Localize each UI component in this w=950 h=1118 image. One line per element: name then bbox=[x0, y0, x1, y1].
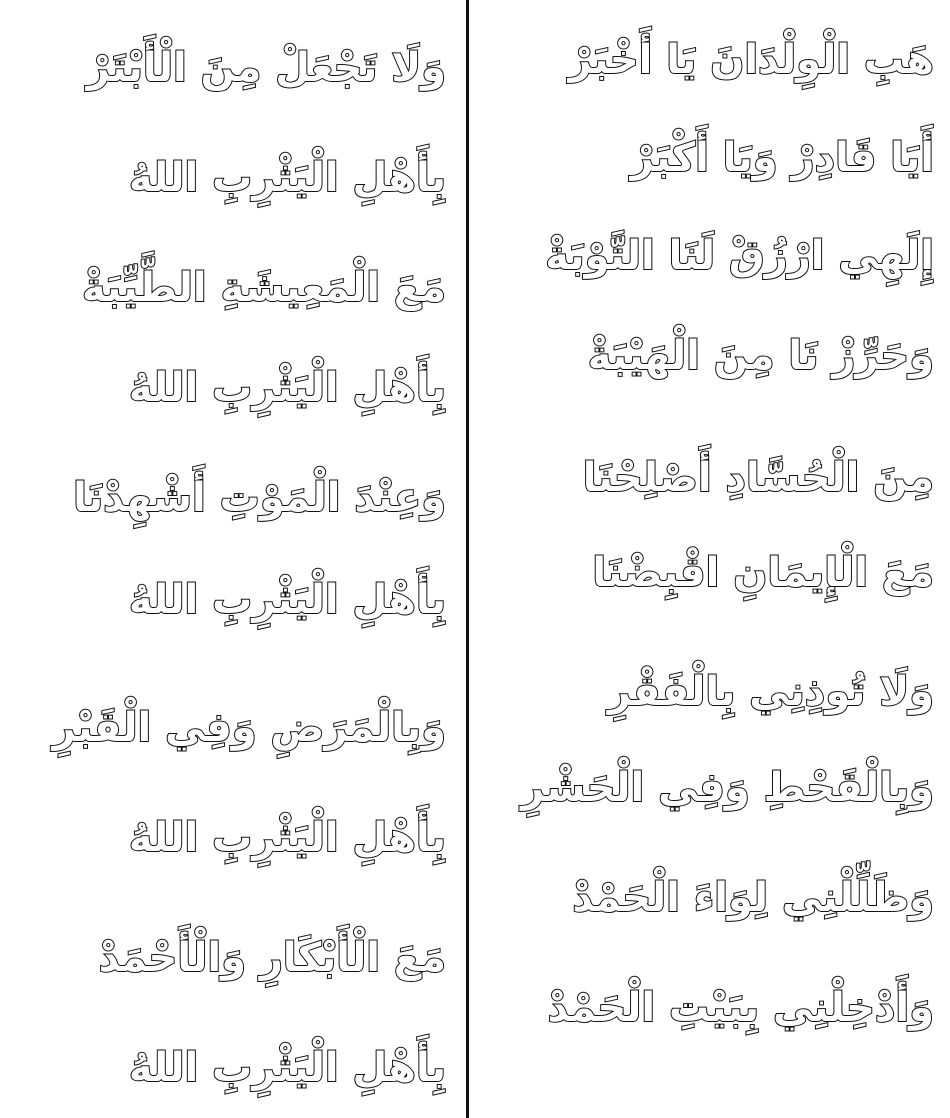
right-line-1: هَبِ الْوِلْدَانَ يَا أَخْبَرْ bbox=[568, 37, 934, 83]
right-line-2: أَيَا قَادِرْ وَيَا أَكْبَرْ bbox=[630, 135, 934, 181]
left-line-8: بِأَهْلِ الْيَثْرِبِ اللهُ bbox=[128, 815, 446, 861]
left-line-7: وَبِالْمَرَضِ وَفِي الْقَبْرِ bbox=[52, 705, 446, 751]
left-line-1: وَلَا تَجْعَلْ مِنَ الْأَبْتَرْ bbox=[86, 45, 446, 91]
right-line-3: إِلَهِي ارْزُقْ لَنَا التَّوْبَةْ bbox=[545, 233, 934, 279]
left-line-3: مَعَ الْمَعِيشَةِ الطَّيِّبَةْ bbox=[82, 265, 446, 311]
left-line-6: بِأَهْلِ الْيَثْرِبِ اللهُ bbox=[128, 577, 446, 623]
left-line-4: بِأَهْلِ الْيَثْرِبِ اللهُ bbox=[128, 365, 446, 411]
left-column bbox=[0, 0, 464, 1118]
left-line-2: بِأَهْلِ الْيَثْرِبِ اللهُ bbox=[128, 155, 446, 201]
right-line-5: مِنَ الْحُسَّادِ أَصْلِحْنَا bbox=[582, 455, 934, 501]
left-line-10: بِأَهْلِ الْيَثْرِبِ اللهُ bbox=[128, 1045, 446, 1091]
right-line-7: وَلَا تُوذِنِي بِالْفَقْرِ bbox=[607, 669, 934, 715]
left-line-9: مَعَ الْأَبْكَارِ وَالْأَحْمَدْ bbox=[98, 935, 446, 981]
right-line-6: مَعَ الْإِيمَانِ اقْبِضْنَا bbox=[592, 550, 934, 596]
right-line-10: وَأَدْخِلْنِي بِبَيْتِ الْحَمْدْ bbox=[547, 985, 934, 1031]
right-column bbox=[472, 0, 950, 1118]
column-divider bbox=[466, 0, 469, 1118]
right-line-9: وَظَلِّلْنِي لِوَاءَ الْحَمْدْ bbox=[572, 875, 934, 921]
right-line-8: وَبِالْقَحْطِ وَفِي الْحَشْرِ bbox=[521, 765, 934, 811]
left-line-5: وَعِنْدَ الْمَوْتِ أَشْهِدْنَا bbox=[73, 475, 446, 521]
right-line-4: وَحَرِّزْ نَا مِنَ الْهَيْبَةْ bbox=[587, 333, 934, 379]
